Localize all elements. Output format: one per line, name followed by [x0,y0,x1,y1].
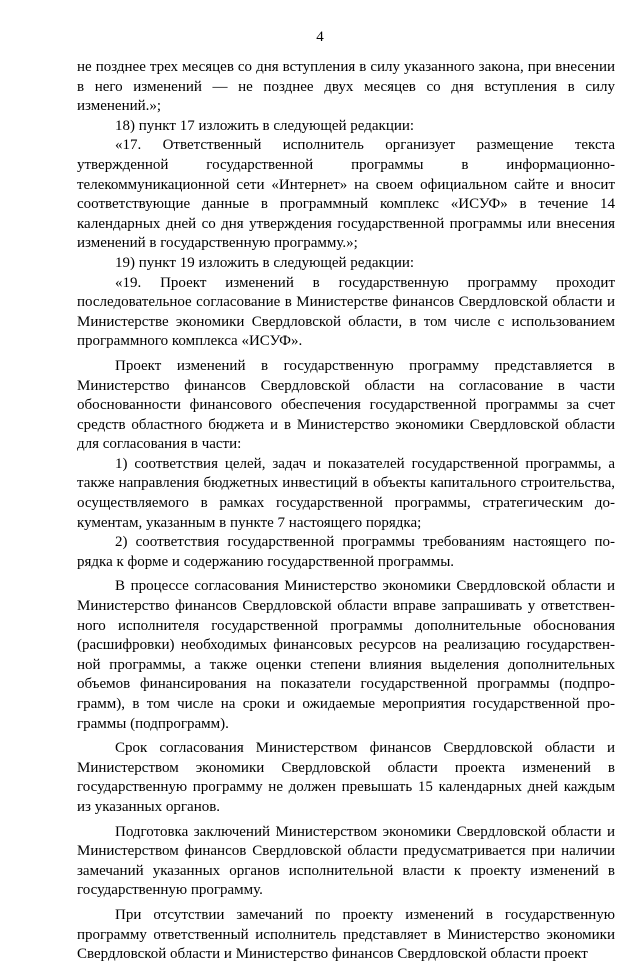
paragraph-item-19: 19) пункт 19 изложить в следующей редакции: [115,254,415,271]
paragraph-submission: Проект изменений в государственную программу представляется в Министерство финансов Свердловской области на согласование в части обоснованности финансового обеспечения государственной программы за счет средств областного бюджета и в Министерство экономики Свердловской области для согласования в части: [77,357,615,453]
document-body [77,58,615,965]
paragraph-no-remarks: При отсутствии замечаний по проекту изменений в государственную программу ответственный исполнитель представляет в Министерство экономики Свердловской области и Министерство финансов Свердловской области проект [77,906,615,963]
paragraph-point-19-text: «19. Проект изменений в государственную программу проходит последовательное согласование в Министерстве финансов Свердловской области и Министерстве экономики Свердловской области, в том числе с использованием программного комплекса «ИСУФ». [77,274,615,350]
paragraph-point-17-text: «17. Ответственный исполнитель организует размещение текста утвержденной государственной программы в информационно-телекоммуникационной сети «Интернет» на своем официальном сайте и вносит соответствующие данные в программный комплекс «ИСУФ» в течение 14 календарных дней со дня утверждения государственной программы или внесения изменений в государственную программу.»; [77,137,615,252]
paragraph-conclusions: Подготовка заключений Министерством экономики Свердловской области и Министерством финансов Свердловской области предусматривается при наличии замечаний указанных органов исполнительной власти к проекту изменений в государственную программу. [77,823,615,899]
page-number: 4 [316,29,324,45]
paragraph-continuation: не позднее трех месяцев со дня вступления в силу указанного закона, при внесении в него изменений — не позднее двух месяцев со дня вступления в силу изменений.»; [77,59,615,115]
paragraph-item-18: 18) пункт 17 изложить в следующей редакции: [115,117,415,134]
paragraph-approval-term: Срок согласования Министерством финансов Свердловской области и Министерством экономики Свердловской области проекта изменений в государственную программу не должен превышать 15 календарных дней каждым из указанных органов. [77,740,615,815]
paragraph-condition-1: 1) соответствия целей, задач и показателей государственной программы, а также направления бюджетных инвестиций в объекты капитального строительства, осуществляемого в рамках государственной программы, стратегическим документам, указанным в пункте 7 настоящего порядка; [77,455,615,531]
paragraph-approval-process: В процессе согласования Министерство экономики Свердловской области и Министерство финансов Свердловской области вправе запрашивать у ответственного исполнителя государственной программы дополнительные обоснования (расшифровки) необходимых финансовых ресурсов на реализацию государственной программы, а также оценки степени влияния выделения дополнительных объемов финансирования на показатели государственной программы (подпрограмм), в том числе на сроки и ожидаемые мероприятия государственной программы (подпрограмм). [77,578,615,732]
paragraph-condition-2: 2) соответствия государственной программы требованиям настоящего порядка к форме и содержанию государственной программы. [77,534,615,570]
